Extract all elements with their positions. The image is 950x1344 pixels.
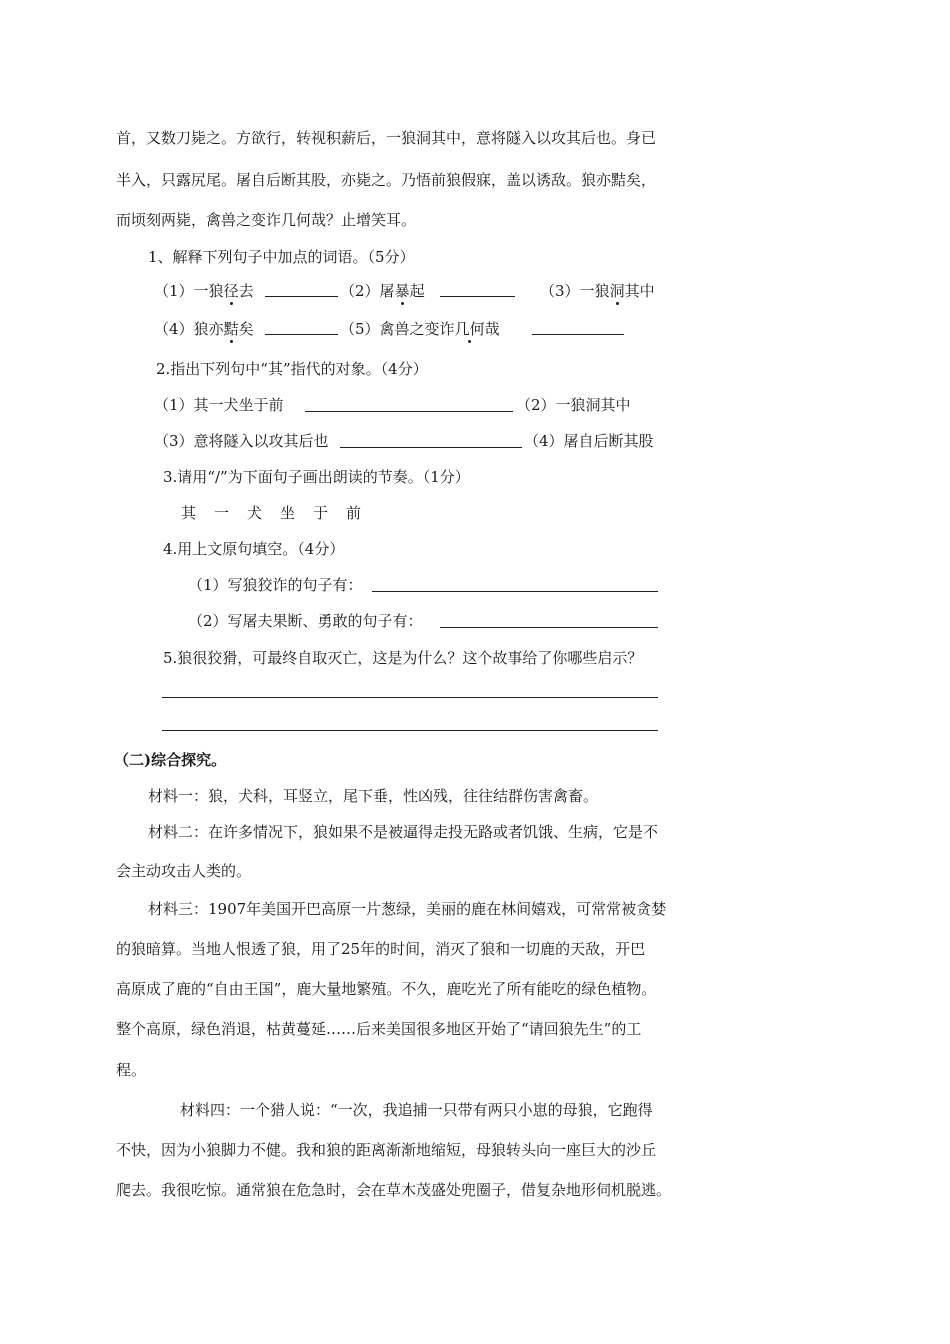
q4-answer-blank-1[interactable] (372, 591, 658, 592)
q2-item-3: （3）意将隧入以攻其后也 (154, 432, 329, 450)
material-4-line-3: 爬去。我很吃惊。通常狼在危急时，会在草木茂盛处兜圈子，借复杂地形伺机脱逃。 (116, 1181, 672, 1199)
q1-answer-blank-2[interactable] (440, 296, 515, 297)
q2-item-4: （4）屠自后断其股 (524, 432, 654, 450)
material-1: 材料一：狼，犬科，耳竖立，尾下垂，性凶残，往往结群伤害禽畜。 (148, 787, 599, 805)
q5-answer-line-2[interactable] (162, 730, 658, 731)
q3-sentence: 其一犬坐于前 (181, 504, 380, 522)
material-3-line-3: 高原成了鹿的“自由王国”，鹿大量地繁殖。不久，鹿吃光了所有能吃的绿色植物。 (116, 980, 657, 998)
q1-item-4: （4）狼亦黠矣 (154, 320, 254, 338)
q1-item-5: （5）禽兽之变诈几何哉 (340, 320, 500, 338)
question-5-title: 5.狼很狡猾，可最终自取灭亡，这是为什么？这个故事给了你哪些启示？ (163, 649, 643, 667)
passage-line-2: 半入，只露尻尾。屠自后断其股，亦毙之。乃悟前狼假寐，盖以诱敌。狼亦黠矣， (116, 171, 657, 189)
q2-answer-blank-1[interactable] (305, 411, 513, 412)
q4-answer-blank-2[interactable] (440, 627, 658, 628)
q1-answer-blank-5[interactable] (532, 334, 624, 335)
q4-item-1: （1）写狼狡诈的句子有： (188, 576, 363, 594)
q2-item-1: （1）其一犬坐于前 (154, 396, 284, 414)
q2-answer-blank-3[interactable] (340, 447, 522, 448)
q5-answer-line-1[interactable] (162, 697, 658, 698)
question-4-title: 4.用上文原句填空。（4分） (163, 540, 345, 558)
material-3-line-5: 程。 (116, 1061, 147, 1079)
q1-item-1: （1）一狼径去 (154, 282, 254, 300)
question-3-title: 3.请用“/”为下面句子画出朗读的节奏。（1分） (163, 468, 470, 486)
q1-answer-blank-4[interactable] (265, 334, 338, 335)
material-2-line-2: 会主动攻击人类的。 (116, 862, 252, 880)
section-2-heading: （二)综合探究。 (114, 751, 227, 769)
material-4-line-1: 材料四：一个猎人说：“一次，我追捕一只带有两只小崽的母狼，它跑得 (180, 1101, 653, 1119)
material-3-line-4: 整个高原，绿色消退，枯黄蔓延……后来美国很多地区开始了“请回狼先生”的工 (116, 1020, 642, 1038)
question-1-title: 1、解释下列句子中加点的词语。（5分） (148, 248, 415, 266)
question-2-title: 2.指出下列句中“其”指代的对象。（4分） (156, 360, 428, 378)
passage-line-3: 而顷刻两毙，禽兽之变诈几何哉？止增笑耳。 (116, 211, 417, 229)
material-3-line-1: 材料三：1907年美国开巴高原一片葱绿，美丽的鹿在林间嬉戏，可常常被贪婪 (148, 900, 667, 918)
material-4-line-2: 不快，因为小狼脚力不健。我和狼的距离渐渐地缩短，母狼转头向一座巨大的沙丘 (116, 1141, 657, 1159)
q1-answer-blank-1[interactable] (265, 296, 338, 297)
material-2-line-1: 材料二：在许多情况下，狼如果不是被逼得走投无路或者饥饿、生病，它是不 (148, 823, 659, 841)
passage-line-1: 首，又数刀毙之。方欲行，转视积薪后，一狼洞其中，意将隧入以攻其后也。身已 (116, 129, 657, 147)
q1-item-2: （2）屠暴起 (340, 282, 425, 300)
q2-item-2: （2）一狼洞其中 (516, 396, 631, 414)
q4-item-2: （2）写屠夫果断、勇敢的句子有： (188, 612, 423, 630)
material-3-line-2: 的狼暗算。当地人恨透了狼，用了25年的时间，消灭了狼和一切鹿的天敌，开巴 (116, 940, 646, 958)
q1-item-3: （3）一狼洞其中 (540, 282, 655, 300)
